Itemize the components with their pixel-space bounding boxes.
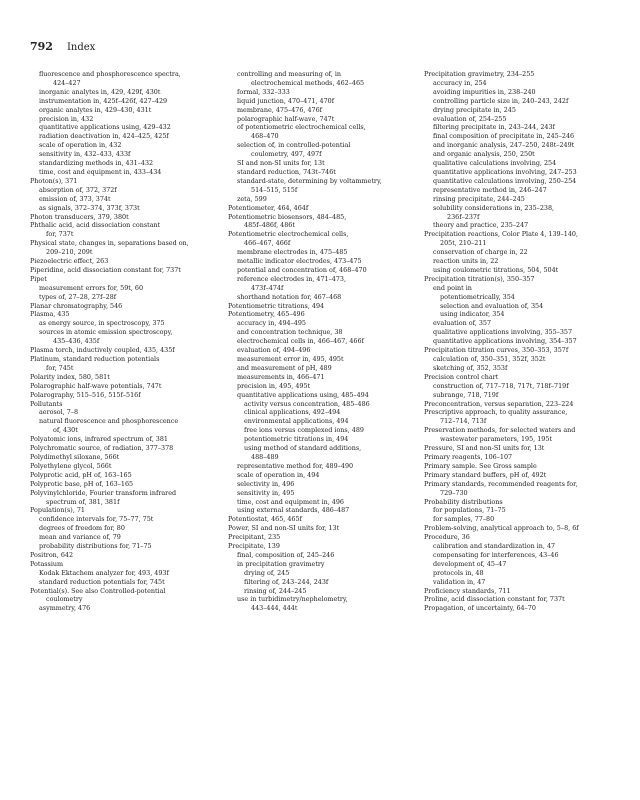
index-subentry: rinsing precipitate, 244–245 <box>433 194 525 203</box>
index-subentry: coulometry, 497, 497f <box>251 150 322 159</box>
index-entry: Potential(s). See also Controlled-potential <box>30 586 166 595</box>
index-subentry: confidence intervals for, 75–77, 75t <box>39 515 154 524</box>
index-subentry: accuracy in, 494–495 <box>237 319 306 328</box>
index-entry: Primary sample. See Gross sample <box>424 461 537 470</box>
index-entry: Polyatomic ions, infrared spectrum of, 381 <box>30 435 168 444</box>
index-subentry: accuracy in, 254 <box>433 78 487 87</box>
index-subentry: evaluation of, 254–255 <box>433 114 507 123</box>
index-subentry: drying of, 245 <box>244 568 290 577</box>
index-subentry: scale of operation in, 494 <box>237 470 320 479</box>
index-entry: Polarity index, 580, 581t <box>30 372 110 381</box>
index-subentry: environmental applications, 494 <box>244 417 349 426</box>
index-subentry: calibration and standardization in, 47 <box>433 542 556 551</box>
index-subentry: precision in, 495, 495t <box>237 381 311 390</box>
index-subentry: aerosol, 7–8 <box>39 408 79 417</box>
index-subentry: of, 430t <box>53 426 78 435</box>
index-entry: Population(s), 71 <box>30 506 85 515</box>
index-subentry: time, cost and equipment in, 433–434 <box>39 167 162 176</box>
index-subentry: scale of operation in, 432 <box>39 141 122 150</box>
index-subentry: 466–467, 466f <box>244 239 291 248</box>
index-entry: Prescriptive approach, to quality assurance, <box>424 408 568 417</box>
index-subentry: radiation deactivation in, 424–425, 425f <box>39 132 169 141</box>
index-entry: Procedure, 36 <box>424 533 470 542</box>
index-subentry: of potentiometric electrochemical cells, <box>237 123 366 132</box>
index-subentry: subrange, 718, 719f <box>433 390 499 399</box>
index-subentry: asymmetry, 476 <box>39 604 91 613</box>
index-subentry: measurement error in, 495, 495t <box>237 355 344 363</box>
index-subentry: and measurement of pH, 489 <box>237 363 332 372</box>
index-entry: Polarography, 515–516, 515f–516f <box>30 390 141 399</box>
index-entry: Precipitation titration(s), 350–357 <box>424 274 535 283</box>
index-entry: Precipitation gravimetry, 234–255 <box>424 70 535 78</box>
index-entry: Precipitation reactions, Color Plate 4, 139–140, <box>424 230 579 239</box>
index-subentry: end point in <box>433 283 472 292</box>
index-column-2 <box>228 70 418 613</box>
index-subentry: in precipitation gravimetry <box>237 559 325 568</box>
index-subentry: final, composition of, 245–246 <box>237 550 335 559</box>
index-entry: Platinum, standard reduction potentials <box>30 355 160 363</box>
index-entry: Polarographic half-wave potentials, 747t <box>30 381 162 390</box>
index-entry: Potentiometric titrations, 494 <box>228 301 325 310</box>
index-subentry: types of, 27–28, 27f–28f <box>39 292 117 301</box>
index-subentry: 473f–474f <box>251 283 284 292</box>
index-subentry: theory and practice, 235–247 <box>433 221 529 230</box>
index-subentry: rinsing of, 244–245 <box>244 586 307 595</box>
index-subentry: selection of, in controlled-potential <box>237 141 351 150</box>
index-subentry: standard reduction, 743t–746t <box>237 167 336 176</box>
index-entry: Pressure, SI and non-SI units for, 13t <box>424 444 545 453</box>
index-subentry: inorganic analytes in, 429, 429f, 430t <box>39 87 161 96</box>
index-subentry: degrees of freedom for, 80 <box>39 524 125 533</box>
index-subentry: measurements in, 466–471 <box>237 372 325 381</box>
index-subentry: final composition of precipitate in, 245–246 <box>433 132 575 141</box>
index-entry: Propagation, of uncertainty, 64–70 <box>424 604 536 613</box>
index-subentry: use in turbidimetry/nephelometry, <box>237 595 348 604</box>
index-entry: Preconcentration, versus separation, 223–224 <box>424 399 574 408</box>
running-head: Index <box>66 42 96 53</box>
index-subentry: 424–427 <box>53 78 81 87</box>
index-subentry: membrane electrodes in, 475–485 <box>237 248 348 257</box>
index-subentry: validation in, 47 <box>433 577 486 586</box>
index-subentry: using coulometric titrations, 504, 504t <box>433 265 559 274</box>
index-subentry: reference electrodes in, 471–473, <box>237 274 347 283</box>
index-entry: Precipitation titration curves, 350–353, 357f <box>424 346 569 355</box>
index-entry: Precipitant, 235 <box>228 533 281 542</box>
index-subentry: 205t, 210–211 <box>440 239 487 248</box>
index-subentry: selection and evaluation of, 354 <box>440 301 544 310</box>
index-entry: Potentiometric biosensors, 484–485, <box>228 212 347 221</box>
index-subentry: clinical applications, 492–494 <box>244 408 341 417</box>
index-subentry: membrane, 475–476, 476f <box>237 105 323 114</box>
index-subentry: free ions versus complexed ions, 489 <box>244 426 364 435</box>
index-subentry: wastewater parameters, 195, 195t <box>440 435 553 444</box>
index-entry: Positron, 642 <box>30 550 74 559</box>
index-subentry: zeta, 599 <box>237 194 267 203</box>
index-subentry: using indicator, 354 <box>440 310 505 319</box>
index-entry: Phthalic acid, acid dissociation constant <box>30 221 161 230</box>
index-entry: Primary standard buffers, pH of, 492t <box>424 470 547 479</box>
index-subentry: as energy source, in spectroscopy, 375 <box>39 319 165 328</box>
index-subentry: sensitivity in, 495 <box>237 488 295 497</box>
index-subentry: electrochemical methods, 462–465 <box>251 78 365 87</box>
index-subentry: instrumentation in, 425f–426f, 427–429 <box>39 96 168 105</box>
index-subentry: drying precipitate in, 245 <box>433 105 516 114</box>
index-entry: Power, SI and non-SI units for, 13t <box>228 524 340 533</box>
index-entry: Planar chromatography, 546 <box>30 301 123 310</box>
index-entry: Polyethylene glycol, 566t <box>30 461 112 470</box>
page-number: 792 <box>30 40 53 53</box>
index-subentry: absorption of, 372, 372f <box>39 185 117 194</box>
index-subentry: evaluation of, 494–496 <box>237 346 311 355</box>
index-subentry: avoiding impurities in, 238–240 <box>433 87 536 96</box>
index-subentry: probability distributions for, 71–75 <box>39 542 152 551</box>
index-subentry: emission of, 373, 374t <box>39 194 111 203</box>
index-subentry: construction of, 717–718, 717t, 718f–719f <box>433 381 569 390</box>
index-entry: Polyprotic base, pH of, 163–165 <box>30 479 134 488</box>
index-subentry: representative method for, 489–490 <box>237 461 354 470</box>
index-subentry: 514–515, 515f <box>251 185 298 194</box>
index-subentry: using external standards, 486–487 <box>237 506 350 515</box>
index-entry: Plasma, 435 <box>30 310 70 319</box>
index-entry: Polychromatic source, of radiation, 377–378 <box>30 444 174 453</box>
index-subentry: precision in, 432 <box>39 114 94 123</box>
index-entry: Piperidine, acid dissociation constant for, 737t <box>30 265 181 274</box>
index-entry: Primary standards, recommended reagents for, <box>424 479 578 488</box>
index-subentry: standard-state, determining by voltammetry, <box>237 176 382 185</box>
index-subentry: filtering precipitate in, 243–244, 243f <box>433 123 555 132</box>
index-entry: Physical state, changes in, separations based on, <box>30 239 189 248</box>
index-entry: Preservation methods, for selected waters and <box>424 426 576 435</box>
index-subentry: 435–436, 435f <box>53 337 100 346</box>
index-subentry: 729–730 <box>440 488 468 497</box>
index-subentry: and organic analysis, 250, 250t <box>433 150 535 159</box>
index-entry: Piezoelectric effect, 263 <box>30 257 109 266</box>
index-subentry: polarographic half-wave, 747t <box>237 114 335 123</box>
index-subentry: measurement errors for, 59t, 60 <box>39 283 144 292</box>
index-entry: Photon transducers, 379, 380t <box>30 212 129 221</box>
index-subentry: reaction units in, 22 <box>433 257 499 266</box>
index-subentry: shorthand notation for, 467–468 <box>237 292 342 301</box>
index-subentry: fluorescence and phosphorescence spectra, <box>39 70 181 78</box>
index-subentry: 485f–486f, 486t <box>244 221 295 230</box>
index-entry: Potentiometric electrochemical cells, <box>228 230 349 239</box>
index-subentry: 236f–237f <box>447 212 480 221</box>
index-subentry: representative method in, 246–247 <box>433 185 547 194</box>
index-column-3 <box>424 70 614 613</box>
index-subentry: for populations, 71–75 <box>433 506 506 515</box>
index-subentry: 488–489 <box>251 452 279 461</box>
index-entry: Primary reagents, 106–107 <box>424 452 513 461</box>
index-subentry: quantitative calculations involving, 250–254 <box>433 176 577 185</box>
index-subentry: 712–714, 713f <box>440 417 487 426</box>
index-subentry: coulometry <box>46 595 83 604</box>
index-subentry: for, 737t <box>46 230 74 239</box>
index-subentry: controlling particle size in, 240–243, 242f <box>433 96 569 105</box>
index-subentry: conservation of charge in, 22 <box>433 248 528 257</box>
index-subentry: 468–470 <box>251 132 279 141</box>
index-subentry: solubility considerations in, 235–238, <box>433 203 555 212</box>
index-entry: Pipet <box>30 274 47 283</box>
index-entry: Potassium <box>30 559 64 568</box>
index-subentry: 443–444, 444t <box>251 604 298 613</box>
index-subentry: and concentration technique, 38 <box>237 328 343 337</box>
index-subentry: quantitative applications involving, 247–253 <box>433 167 577 176</box>
index-subentry: selectivity in, 496 <box>237 479 295 488</box>
index-entry: Polydimethyl siloxane, 566t <box>30 452 120 461</box>
index-subentry: for, 745t <box>46 363 74 372</box>
index-subentry: 209–210, 209t <box>46 248 93 257</box>
index-subentry: metallic indicator electrodes, 473–475 <box>237 257 362 266</box>
index-subentry: time, cost and equipment in, 496 <box>237 497 344 506</box>
index-subentry: spectrum of, 381, 381f <box>46 497 120 506</box>
index-entry: Pollutants <box>30 399 63 408</box>
index-subentry: using method of standard additions, <box>244 444 362 453</box>
index-entry: Potentiostat, 465, 465f <box>228 515 302 524</box>
index-subentry: liquid junction, 470–471, 470f <box>237 96 335 105</box>
index-entry: Probability distributions <box>424 497 503 506</box>
index-subentry: natural fluorescence and phosphorescence <box>39 417 179 426</box>
index-subentry: evaluation of, 357 <box>433 319 492 328</box>
index-subentry: potentiometric titrations in, 494 <box>244 435 349 444</box>
index-entry: Photon(s), 371 <box>30 176 78 185</box>
index-subentry: sensitivity in, 432–433, 433f <box>39 150 131 159</box>
index-subentry: standardizing methods in, 431–432 <box>39 159 154 168</box>
index-subentry: quantitative applications using, 485–494 <box>237 390 369 399</box>
index-subentry: organic analytes in, 429–430, 431t <box>39 105 152 114</box>
index-entry: Potentiometer, 464, 464f <box>228 203 309 212</box>
index-column-1 <box>30 70 220 613</box>
index-subentry: activity versus concentration, 485–486 <box>244 399 370 408</box>
index-entry: Precipitate, 139 <box>228 542 280 551</box>
index-entry: Plasma torch, inductively coupled, 435, 435f <box>30 346 175 355</box>
index-subentry: for samples, 77–80 <box>433 515 495 524</box>
index-subentry: calculation of, 350–351, 352f, 352t <box>433 355 546 363</box>
index-subentry: compensating for interferences, 43–46 <box>433 550 559 559</box>
index-subentry: development of, 45–47 <box>433 559 507 568</box>
index-subentry: qualitative applications involving, 355–357 <box>433 328 573 337</box>
index-subentry: quantitative applications using, 429–432 <box>39 123 171 132</box>
index-entry: Precision control chart <box>424 372 499 381</box>
index-entry: Problem-solving, analytical approach to, 5–8, 6f <box>424 524 579 533</box>
index-subentry: protocols in, 48 <box>433 568 484 577</box>
index-subentry: filtering of, 243–244, 243f <box>244 577 329 586</box>
index-entry: Potentiometry, 465–496 <box>228 310 305 319</box>
index-subentry: potential and concentration of, 468–470 <box>237 265 367 274</box>
index-subentry: controlling and measuring of, in <box>237 70 342 78</box>
index-subentry: potentiometrically, 354 <box>440 292 515 301</box>
index-subentry: mean and variance of, 79 <box>39 533 121 542</box>
index-subentry: electrochemical cells in, 466–467, 466f <box>237 337 364 346</box>
index-subentry: standard reduction potentials for, 745t <box>39 577 165 586</box>
page-header <box>30 40 95 53</box>
index-entry: Proline, acid dissociation constant for, 737t <box>424 595 565 604</box>
index-subentry: quantitative applications involving, 354–357 <box>433 337 577 346</box>
index-subentry: formal, 332–333 <box>237 87 290 96</box>
index-entry: Proficiency standards, 711 <box>424 586 511 595</box>
index-subentry: sources in atomic emission spectroscopy, <box>39 328 173 337</box>
index-subentry: as signals, 372–374, 373f, 373t <box>39 203 140 212</box>
index-subentry: and inorganic analysis, 247–250, 248t–249t <box>433 141 575 150</box>
index-subentry: qualitative calculations involving, 254 <box>433 159 557 168</box>
index-subentry: sketching of, 352, 353f <box>433 363 508 372</box>
index-subentry: SI and non-SI units for, 13t <box>237 159 325 168</box>
index-entry: Polyprotic acid, pH of, 163–165 <box>30 470 132 479</box>
index-subentry: Kodak Ektachem analyzer for, 493, 493f <box>39 568 169 577</box>
index-entry: Polyvinylchloride, Fourier transform infrared <box>30 488 177 497</box>
